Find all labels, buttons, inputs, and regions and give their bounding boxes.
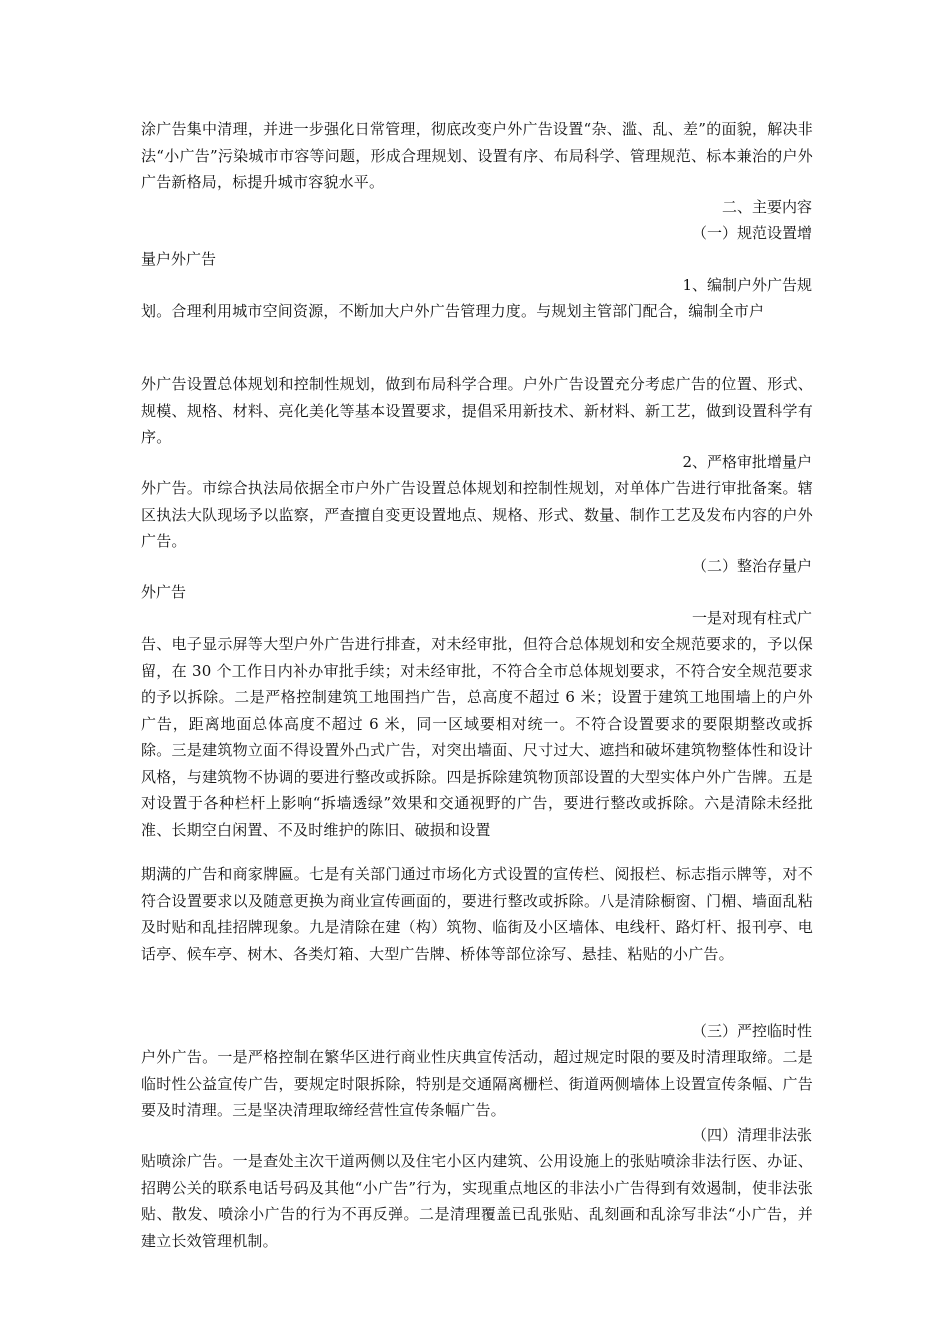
heading-section-2: （二）整治存量户 bbox=[691, 557, 812, 575]
heading-main-content: 二、主要内容 bbox=[721, 198, 812, 216]
subheading-3: 一是对现有柱式广 bbox=[691, 609, 812, 627]
paragraph-approval: 外广告。市综合执法局依据全市户外广告设置总体规划和控制性规划，对单体广告进行审批备案。辖区执法大队现场予以监察，严查擅自变更设置地点、规格、形式、数量、制作工艺及发布内容的户外广告。 bbox=[141, 479, 813, 550]
heading-section-3: （三）严控临时性 bbox=[691, 1022, 812, 1040]
paragraph-temporary: 户外广告。一是严格控制在繁华区进行商业性庆典宣传活动，超过规定时限的要及时清理取缔。二是临时性公益宣传广告，要规定时限拆除，特别是交通隔离栅栏、街道两侧墙体上设置宣传条幅、广告要及时清理。三是坚决清理取缔经营性宣传条幅广告。 bbox=[141, 1048, 813, 1119]
subheading-1: 1、编制户外广告规 bbox=[682, 276, 812, 294]
paragraph-rectify-cont: 期满的广告和商家牌匾。七是有关部门通过市场化方式设置的宣传栏、阅报栏、标志指示牌等，对不符合设置要求以及随意更换为商业宣传画面的，要进行整改或拆除。八是清除橱窗、门楣、墙面乱粘及时贴和乱挂招牌现象。九是清除在建（构）筑物、临街及小区墙体、电线杆、路灯杆、报刊亭、电话亭、候车亭、树木、各类灯箱、大型广告牌、桥体等部位涂写、悬挂、粘贴的小广告。 bbox=[141, 865, 813, 963]
heading-section-2-cont: 外广告 bbox=[141, 583, 187, 601]
heading-section-1-cont: 量户外广告 bbox=[141, 250, 217, 268]
paragraph-illegal: 贴喷涂广告。一是查处主次干道两侧以及住宅小区内建筑、公用设施上的张贴喷涂非法行医、办证、招聘公关的联系电话号码及其他“小广告”行为，实现重点地区的非法小广告得到有效遏制，使非法张贴、散发、喷涂小广告的行为不再反弹。二是清理覆盖已乱张贴、乱刻画和乱涂写非法“小广告，并建立长效管理机制。 bbox=[141, 1152, 813, 1250]
heading-section-4: （四）清理非法张 bbox=[691, 1126, 812, 1144]
paragraph-intro: 涂广告集中清理，并进一步强化日常管理，彻底改变户外广告设置“杂、滥、乱、差”的面貌，解决非法“小广告”污染城市市容等问题，形成合理规划、设置有序、布局科学、管理规范、标本兼治的户外广告新格局，标提升城市容貌水平。 bbox=[141, 120, 813, 191]
paragraph-rectify: 告、电子显示屏等大型户外广告进行排查，对未经审批，但符合总体规划和安全规范要求的，予以保留，在 30 个工作日内补办审批手续；对未经审批，不符合全市总体规划要求，不符合安全规范要求的予以拆除。二是严格控制建筑工地围挡广告，总高度不超过 6 米；设置于建筑工地围墙上的户外广告，距离地面总体高度不超过 6 米，同一区域要相对统一。不符合设置要求的要限期整改或拆除。三是建筑物立面不得设置外凸式广告，对突出墙面、尺寸过大、遮挡和破坏建筑物整体性和设计风格，与建筑物不协调的要进行整改或拆除。四是拆除建筑物顶部设置的大型实体户外广告牌。五是对设置于各种栏杆上影响“拆墙透绿”效果和交通视野的广告，要进行整改或拆除。六是清除未经批准、长期空白闲置、不及时维护的陈旧、破损和设置 bbox=[141, 635, 813, 839]
subheading-2: 2、严格审批增量户 bbox=[682, 453, 812, 471]
paragraph-planning: 划。合理利用城市空间资源，不断加大户外广告管理力度。与规划主管部门配合，编制全市户 bbox=[141, 302, 765, 320]
paragraph-planning-cont: 外广告设置总体规划和控制性规划，做到布局科学合理。户外广告设置充分考虑广告的位置、形式、规模、规格、材料、亮化美化等基本设置要求，提倡采用新技术、新材料、新工艺，做到设置科学有序。 bbox=[141, 375, 813, 446]
heading-section-1: （一）规范设置增 bbox=[691, 224, 812, 242]
